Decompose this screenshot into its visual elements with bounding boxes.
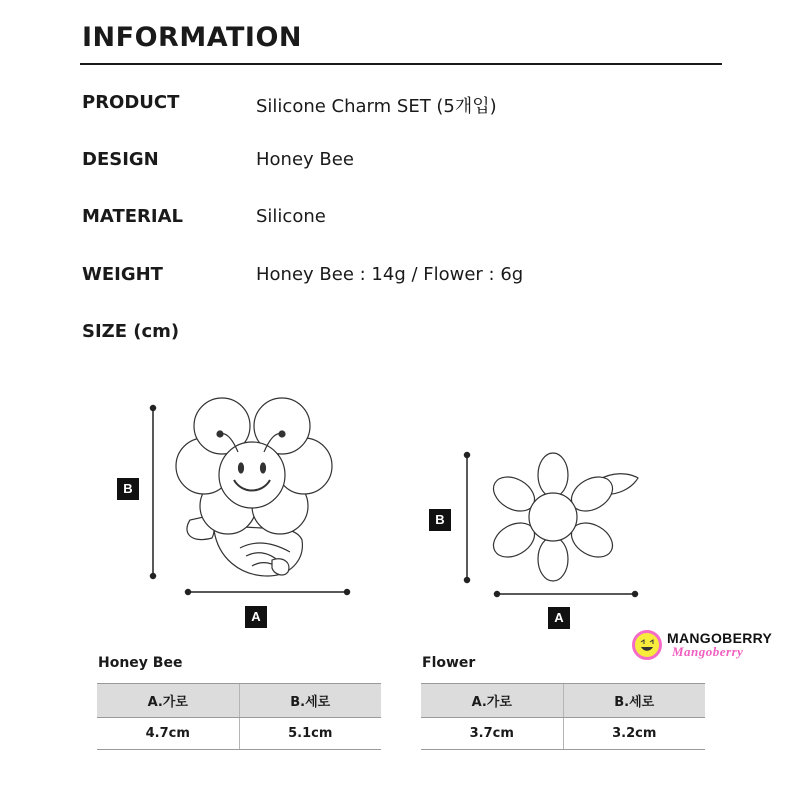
flower-table-title: Flower	[422, 655, 476, 671]
table-row	[97, 718, 381, 750]
dimension-line-a	[186, 590, 350, 595]
honey-bee-size-table	[97, 683, 381, 750]
info-label: SIZE (cm)	[82, 321, 180, 342]
badge-b-flower: B	[429, 509, 451, 531]
column-header: B.세로	[563, 684, 705, 718]
info-label: PRODUCT	[82, 92, 180, 113]
dimension-line-b-flower	[465, 453, 470, 583]
table-header-row	[97, 684, 381, 718]
info-label: WEIGHT	[82, 264, 163, 285]
info-value: Silicone Charm SET (5개입)	[256, 96, 497, 117]
table-cell: 3.2cm	[563, 718, 705, 750]
badge-a: A	[245, 606, 267, 628]
column-header: B.세로	[239, 684, 381, 718]
table-header-row	[421, 684, 705, 718]
column-header: A.가로	[97, 684, 239, 718]
dimension-line-b	[151, 406, 156, 579]
column-header: A.가로	[421, 684, 563, 718]
smiley-face-icon	[632, 630, 662, 660]
brand-logo	[632, 630, 782, 664]
table-cell: 5.1cm	[239, 718, 381, 750]
brand-name: MANGOBERRY	[667, 630, 773, 646]
flower-outline-icon	[487, 453, 638, 581]
info-value: Silicone	[256, 206, 326, 227]
info-label: DESIGN	[82, 149, 159, 170]
info-label: MATERIAL	[82, 206, 183, 227]
honey-bee-table-title: Honey Bee	[98, 655, 183, 671]
title-divider	[80, 63, 722, 65]
flower-size-table	[421, 683, 705, 750]
page-title: INFORMATION	[82, 22, 303, 53]
badge-b: B	[117, 478, 139, 500]
badge-a-flower: A	[548, 607, 570, 629]
info-value: Honey Bee	[256, 149, 354, 170]
table-row	[421, 718, 705, 750]
table-cell: 4.7cm	[97, 718, 239, 750]
info-value: Honey Bee : 14g / Flower : 6g	[256, 264, 524, 285]
honey-bee-diagram	[0, 380, 800, 640]
size-diagram	[0, 380, 800, 640]
brand-script: Mangoberry	[672, 644, 744, 659]
bee-flower-outline-icon	[176, 398, 332, 576]
table-cell: 3.7cm	[421, 718, 563, 750]
dimension-line-a-flower	[495, 592, 638, 597]
